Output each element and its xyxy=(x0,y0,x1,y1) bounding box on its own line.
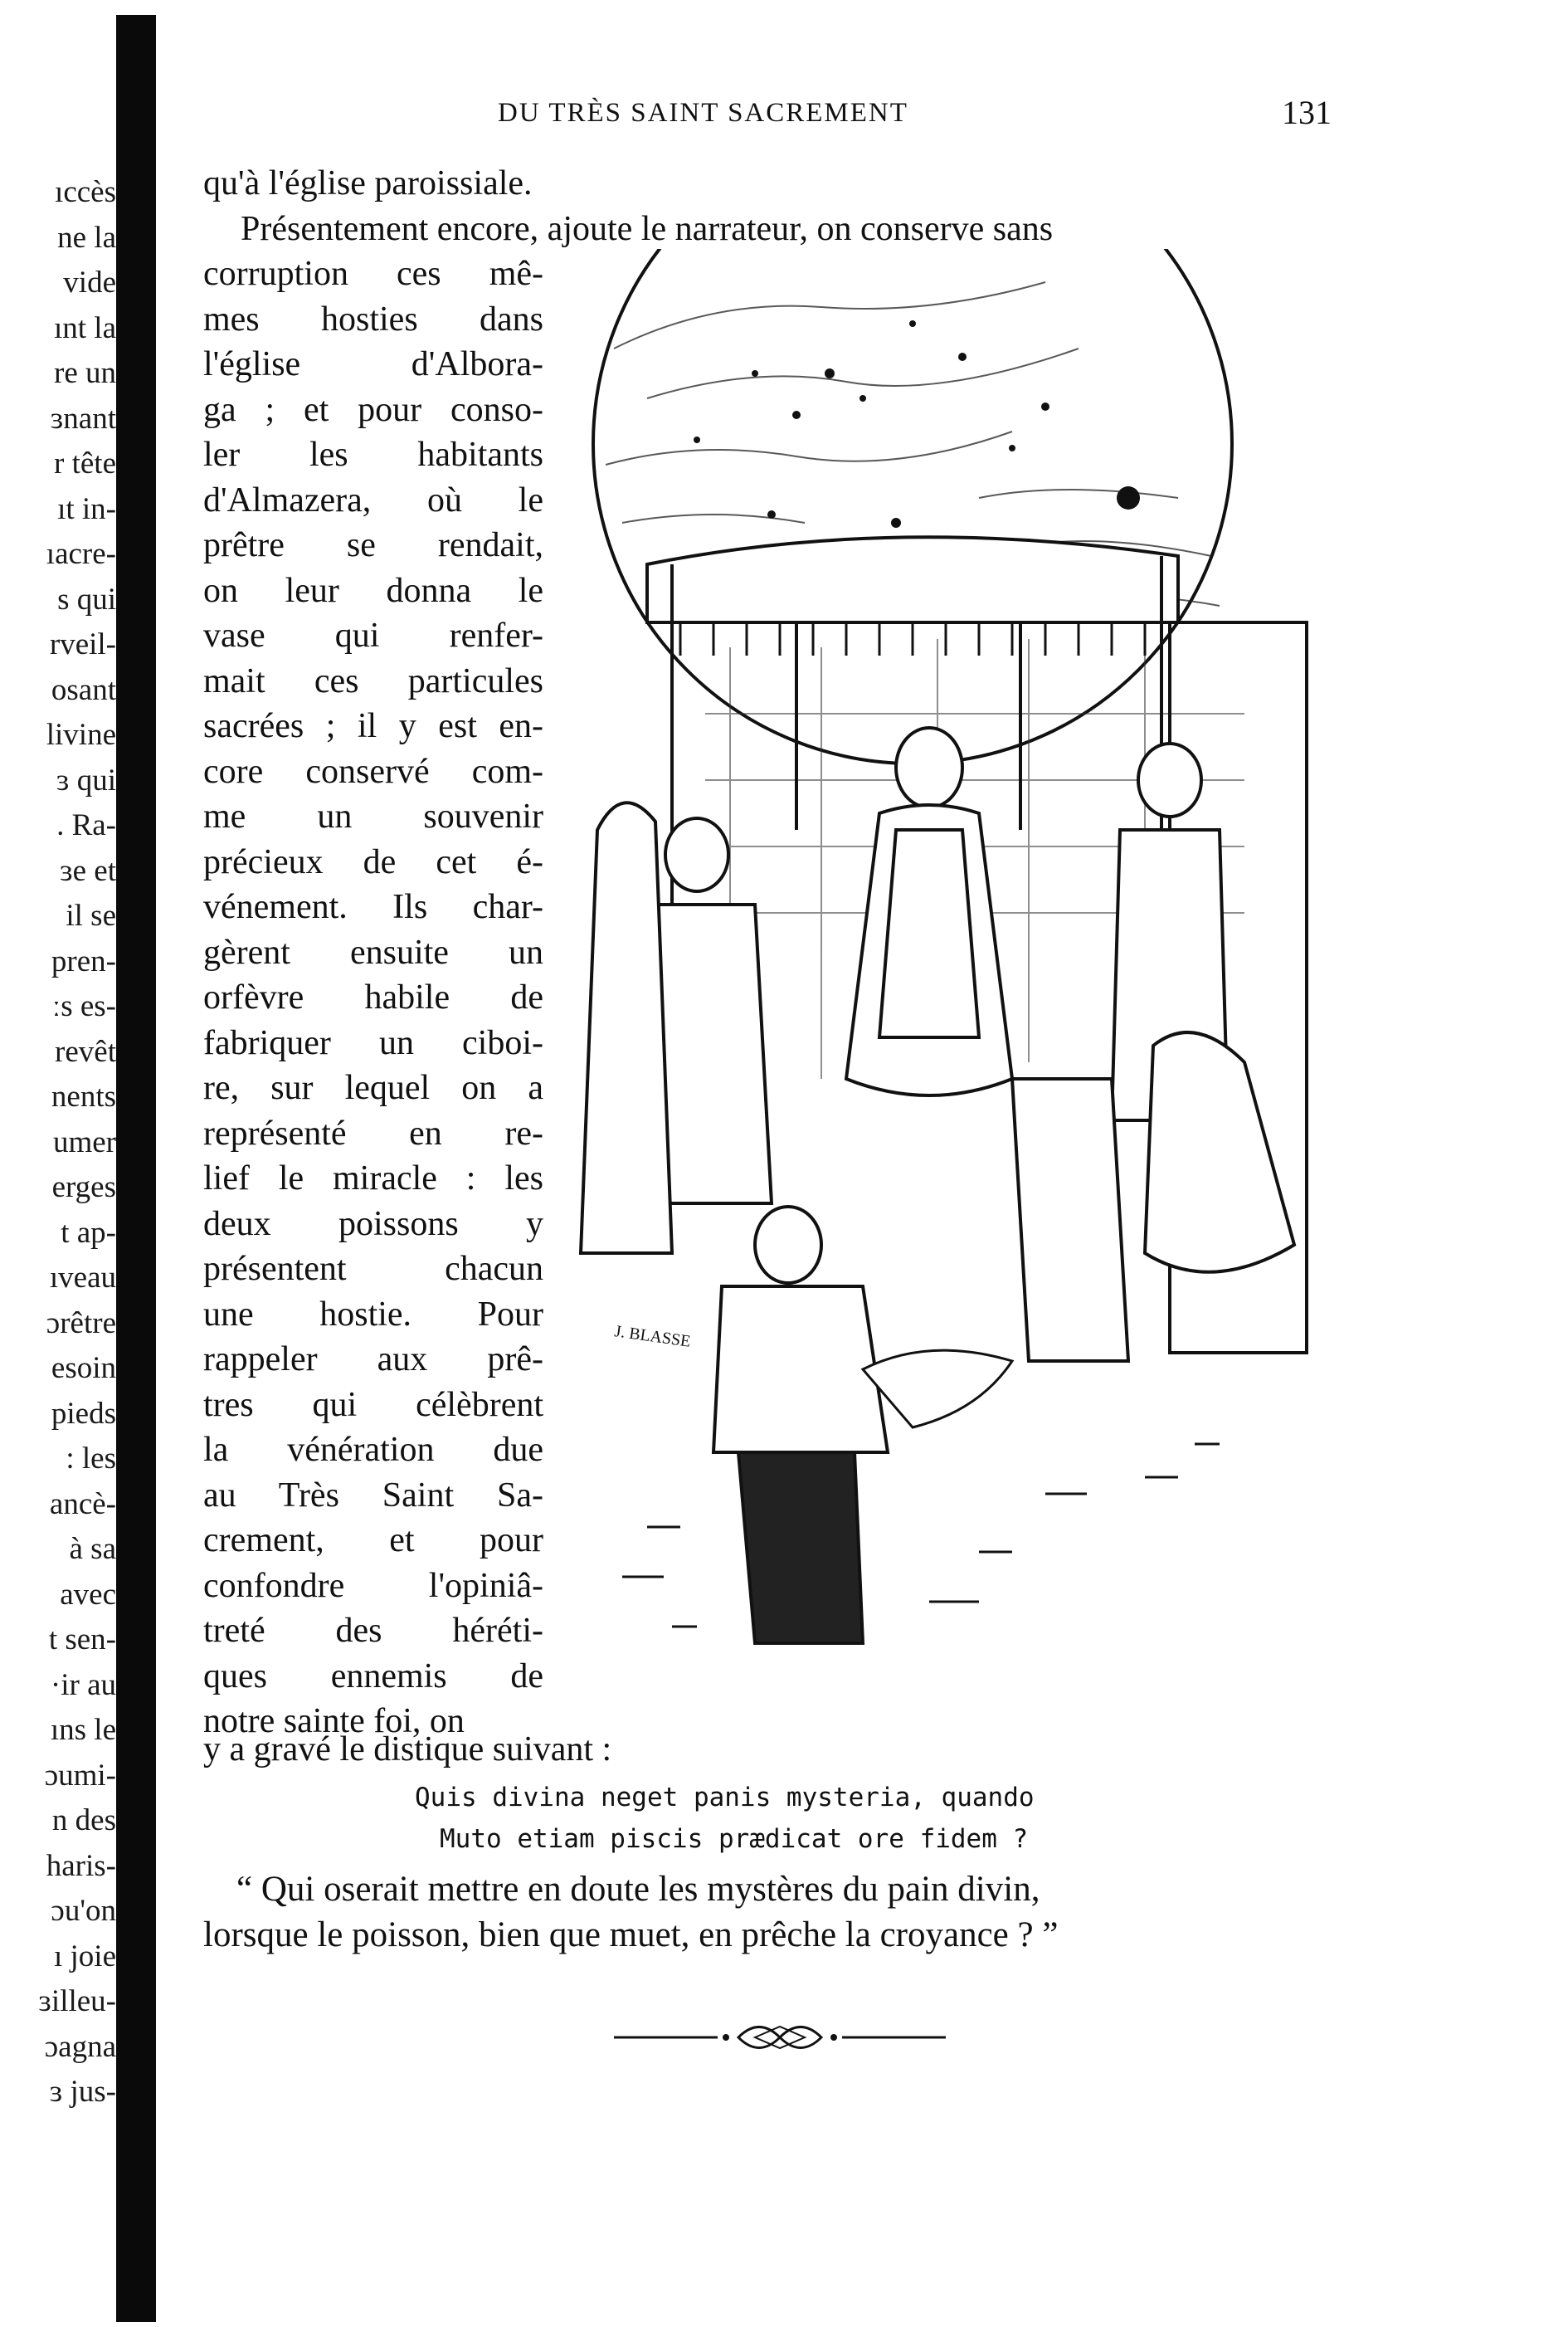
body-line: tres qui célèbrent xyxy=(203,1385,543,1424)
body-line: ques ennemis de xyxy=(203,1656,543,1695)
body-line: orfèvre habile de xyxy=(203,978,543,1017)
body-line: une hostie. Pour xyxy=(203,1295,543,1334)
body-line: qu'à l'église paroissiale. xyxy=(203,164,533,202)
previous-page-fragment: osant xyxy=(51,672,116,707)
page-number: 131 xyxy=(1282,94,1332,131)
decorative-divider xyxy=(614,2017,946,2058)
previous-page-fragment: ɔumi- xyxy=(44,1758,116,1793)
previous-page-fragment: il se xyxy=(66,899,116,933)
body-line: treté des héréti- xyxy=(203,1612,543,1650)
body-line: prêtre se rendait, xyxy=(203,526,543,564)
previous-page-fragment: ıccès xyxy=(55,175,116,209)
body-line: vénement. Ils char- xyxy=(203,888,543,926)
body-line: notre sainte foi, on xyxy=(203,1702,465,1740)
body-line: core conservé com- xyxy=(203,752,543,791)
previous-page-fragment: ːs es- xyxy=(51,989,116,1023)
page-gutter-shadow xyxy=(116,15,156,2322)
previous-page-fragment: avec xyxy=(60,1577,116,1612)
translation-line: “ Qui oserait mettre en doute les mystères du pain divin, xyxy=(236,1870,1040,1909)
previous-page-fragment: vide xyxy=(63,266,116,300)
previous-page-fragment: r tête xyxy=(54,446,116,481)
body-line: on leur donna le xyxy=(203,571,543,610)
previous-page-fragment: ɜ jus- xyxy=(49,2075,116,2109)
previous-page-fragment: revêt xyxy=(55,1034,116,1069)
previous-page-fragment: ancè- xyxy=(49,1486,116,1521)
translation-line: lorsque le poisson, bien que muet, en prêche la croyance ? ” xyxy=(203,1915,1059,1954)
body-line: représenté en re- xyxy=(203,1114,543,1153)
french-translation xyxy=(203,1867,1365,1958)
body-line: ler les habitants xyxy=(203,436,543,474)
body-line: corruption ces mê- xyxy=(203,255,543,293)
body-line: au Très Saint Sa- xyxy=(203,1476,543,1515)
body-line: lief le miracle : les xyxy=(203,1159,543,1198)
previous-page-fragment: : les xyxy=(66,1442,116,1476)
body-line: fabriquer un ciboi- xyxy=(203,1023,543,1062)
body-line: sacrées ; il y est en- xyxy=(203,707,543,745)
previous-page-fragment: à sa xyxy=(69,1532,116,1566)
previous-page-fragment: t sen- xyxy=(48,1622,116,1656)
previous-page-fragment: haris- xyxy=(46,1848,116,1883)
previous-page-fragment: erges xyxy=(51,1170,116,1204)
previous-page-fragment: ɔrêtre xyxy=(46,1305,116,1340)
previous-page-fragment: ıacre- xyxy=(46,537,116,571)
body-line: rappeler aux prê- xyxy=(203,1340,543,1378)
previous-page-fragment: re un xyxy=(54,356,116,390)
body-line: précieux de cet é- xyxy=(203,842,543,881)
previous-page-fragment: n des xyxy=(51,1803,116,1837)
previous-page-fragments xyxy=(0,170,116,2115)
body-line: Présentement encore, ajoute le narrateur, on conserve sans xyxy=(241,209,1054,248)
body-line: ga ; et pour conso- xyxy=(203,390,543,429)
previous-page-fragment: ɔu'on xyxy=(51,1894,116,1928)
artist-signature: J. BLASSE xyxy=(613,1322,692,1351)
previous-page-fragment: pren- xyxy=(51,944,116,978)
previous-page-fragment: t ap- xyxy=(61,1215,116,1250)
previous-page-fragment: ɜilleu- xyxy=(38,1984,116,2018)
previous-page-fragment: umer xyxy=(52,1124,116,1159)
previous-page-fragment: livine xyxy=(46,718,116,752)
body-line: crement, et pour xyxy=(203,1521,543,1559)
previous-page-fragment: . Ra- xyxy=(56,808,116,842)
procession-engraving xyxy=(548,249,1361,1718)
body-line: mait ces particules xyxy=(203,661,543,700)
running-title: DU TRÈS SAINT SACREMENT xyxy=(498,98,908,128)
body-text-wrapped-column xyxy=(203,251,543,1744)
previous-page-fragment: ı joie xyxy=(53,1939,116,1973)
previous-page-fragment: ıveau xyxy=(49,1261,116,1295)
previous-page-fragment: ınt la xyxy=(53,310,116,345)
body-line: mes hosties dans xyxy=(203,300,543,339)
previous-page-fragment: ɜ qui xyxy=(56,763,116,798)
latin-verse-line-2: Muto etiam piscis prædicat ore fidem ? xyxy=(440,1824,1029,1854)
previous-page-fragment: ɔagna xyxy=(44,2029,116,2064)
body-line: présentent chacun xyxy=(203,1250,543,1288)
latin-verse-line-1: Quis divina neget panis mysteria, quando xyxy=(415,1783,1035,1812)
body-text-top xyxy=(203,161,1053,251)
previous-page-fragment: nents xyxy=(51,1080,116,1114)
body-line: me un souvenir xyxy=(203,798,543,836)
previous-page-fragment: ɜe et xyxy=(60,853,116,888)
body-line: re, sur lequel on a xyxy=(203,1069,543,1107)
previous-page-fragment: rveil- xyxy=(49,627,116,661)
previous-page-fragment: esoin xyxy=(51,1351,116,1385)
body-line: vase qui renfer- xyxy=(203,617,543,655)
previous-page-fragment: pieds xyxy=(51,1396,116,1431)
body-text-closing: y a gravé le distique suivant : xyxy=(203,1730,612,1768)
body-line: l'église d'Albora- xyxy=(203,345,543,383)
previous-page-fragment: ·ir au xyxy=(50,1667,116,1702)
previous-page-fragment: ne la xyxy=(57,220,116,255)
previous-page-fragment: s qui xyxy=(57,582,116,617)
body-line: gèrent ensuite un xyxy=(203,933,543,972)
body-line: la vénération due xyxy=(203,1431,543,1469)
previous-page-fragment: ıt in- xyxy=(57,491,116,526)
body-line: d'Almazera, où le xyxy=(203,481,543,520)
previous-page-fragment: ıns le xyxy=(50,1713,116,1747)
body-line: confondre l'opiniâ- xyxy=(203,1566,543,1605)
previous-page-fragment: ɜnant xyxy=(50,401,116,436)
body-line: deux poissons y xyxy=(203,1204,543,1243)
